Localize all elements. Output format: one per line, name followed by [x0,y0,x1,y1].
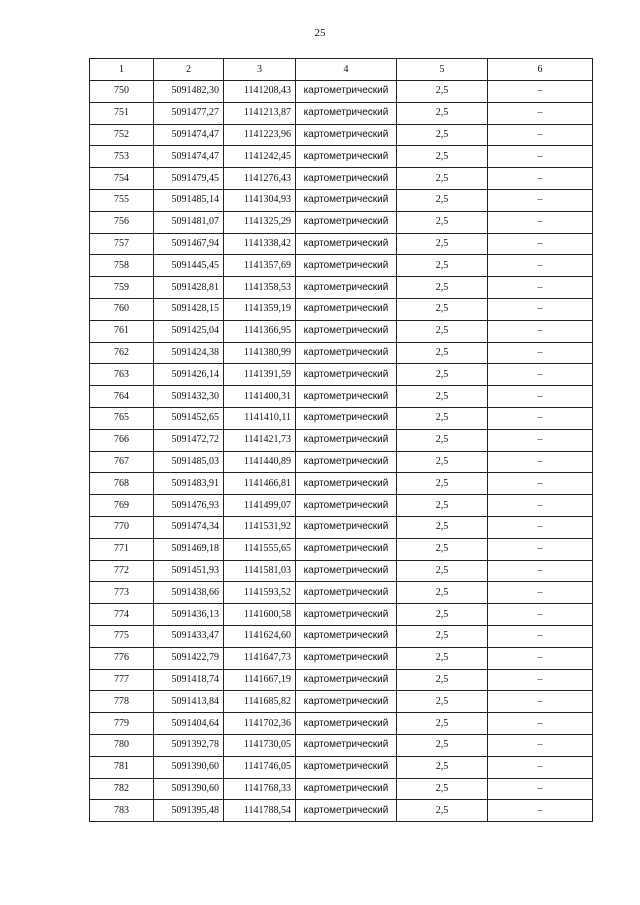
table-row [90,538,593,560]
note-cell: – [488,298,593,320]
table-row [90,364,593,386]
note-cell: – [488,604,593,626]
accuracy-cell: 2,5 [397,516,488,538]
point-number-cell: 769 [90,495,154,517]
point-number-cell: 751 [90,102,154,124]
point-number-cell: 776 [90,647,154,669]
table-header-row [90,59,593,81]
table-row [90,81,593,103]
accuracy-cell: 2,5 [397,386,488,408]
x-coordinate-cell: 5091428,15 [154,298,224,320]
table-row [90,277,593,299]
header-cell: 5 [397,59,488,81]
note-cell: – [488,669,593,691]
point-number-cell: 783 [90,800,154,822]
y-coordinate-cell: 1141325,29 [224,211,296,233]
y-coordinate-cell: 1141531,92 [224,516,296,538]
x-coordinate-cell: 5091479,45 [154,168,224,190]
table-row [90,625,593,647]
method-cell: картометрический [296,734,397,756]
note-cell: – [488,691,593,713]
table-row [90,713,593,735]
method-cell: картометрический [296,168,397,190]
note-cell: – [488,146,593,168]
note-cell: – [488,713,593,735]
x-coordinate-cell: 5091472,72 [154,429,224,451]
method-cell: картометрический [296,800,397,822]
table-row [90,407,593,429]
point-number-cell: 775 [90,625,154,647]
point-number-cell: 757 [90,233,154,255]
method-cell: картометрический [296,647,397,669]
point-number-cell: 760 [90,298,154,320]
accuracy-cell: 2,5 [397,429,488,451]
x-coordinate-cell: 5091390,60 [154,756,224,778]
x-coordinate-cell: 5091474,47 [154,146,224,168]
table-row [90,647,593,669]
x-coordinate-cell: 5091452,65 [154,407,224,429]
x-coordinate-cell: 5091433,47 [154,625,224,647]
table-row [90,189,593,211]
y-coordinate-cell: 1141768,33 [224,778,296,800]
x-coordinate-cell: 5091481,07 [154,211,224,233]
x-coordinate-cell: 5091485,14 [154,189,224,211]
table-row [90,211,593,233]
note-cell: – [488,538,593,560]
point-number-cell: 756 [90,211,154,233]
accuracy-cell: 2,5 [397,364,488,386]
point-number-cell: 773 [90,582,154,604]
note-cell: – [488,364,593,386]
method-cell: картометрический [296,604,397,626]
x-coordinate-cell: 5091428,81 [154,277,224,299]
method-cell: картометрический [296,473,397,495]
y-coordinate-cell: 1141366,95 [224,320,296,342]
x-coordinate-cell: 5091425,04 [154,320,224,342]
method-cell: картометрический [296,298,397,320]
accuracy-cell: 2,5 [397,669,488,691]
point-number-cell: 772 [90,560,154,582]
method-cell: картометрический [296,407,397,429]
x-coordinate-cell: 5091474,47 [154,124,224,146]
y-coordinate-cell: 1141400,31 [224,386,296,408]
method-cell: картометрический [296,233,397,255]
y-coordinate-cell: 1141788,54 [224,800,296,822]
accuracy-cell: 2,5 [397,625,488,647]
point-number-cell: 781 [90,756,154,778]
point-number-cell: 754 [90,168,154,190]
table-row [90,495,593,517]
table-row [90,778,593,800]
note-cell: – [488,429,593,451]
accuracy-cell: 2,5 [397,560,488,582]
accuracy-cell: 2,5 [397,277,488,299]
table-row [90,800,593,822]
note-cell: – [488,647,593,669]
table-row [90,473,593,495]
note-cell: – [488,102,593,124]
y-coordinate-cell: 1141380,99 [224,342,296,364]
x-coordinate-cell: 5091413,84 [154,691,224,713]
y-coordinate-cell: 1141242,45 [224,146,296,168]
table-row [90,560,593,582]
header-cell: 2 [154,59,224,81]
point-number-cell: 766 [90,429,154,451]
table-row [90,168,593,190]
point-number-cell: 778 [90,691,154,713]
point-number-cell: 759 [90,277,154,299]
note-cell: – [488,495,593,517]
method-cell: картометрический [296,669,397,691]
x-coordinate-cell: 5091426,14 [154,364,224,386]
method-cell: картометрический [296,386,397,408]
y-coordinate-cell: 1141276,43 [224,168,296,190]
header-cell: 6 [488,59,593,81]
table-row [90,146,593,168]
note-cell: – [488,516,593,538]
method-cell: картометрический [296,691,397,713]
note-cell: – [488,407,593,429]
note-cell: – [488,81,593,103]
coordinates-table-body [90,59,593,822]
method-cell: картометрический [296,625,397,647]
method-cell: картометрический [296,146,397,168]
note-cell: – [488,211,593,233]
header-cell: 3 [224,59,296,81]
x-coordinate-cell: 5091418,74 [154,669,224,691]
x-coordinate-cell: 5091422,79 [154,647,224,669]
table-row [90,691,593,713]
method-cell: картометрический [296,429,397,451]
y-coordinate-cell: 1141440,89 [224,451,296,473]
accuracy-cell: 2,5 [397,81,488,103]
y-coordinate-cell: 1141647,73 [224,647,296,669]
note-cell: – [488,451,593,473]
table-row [90,342,593,364]
x-coordinate-cell: 5091483,91 [154,473,224,495]
x-coordinate-cell: 5091436,13 [154,604,224,626]
accuracy-cell: 2,5 [397,168,488,190]
method-cell: картометрический [296,277,397,299]
x-coordinate-cell: 5091392,78 [154,734,224,756]
method-cell: картометрический [296,713,397,735]
table-row [90,604,593,626]
note-cell: – [488,342,593,364]
point-number-cell: 755 [90,189,154,211]
table-row [90,320,593,342]
x-coordinate-cell: 5091451,93 [154,560,224,582]
x-coordinate-cell: 5091485,03 [154,451,224,473]
method-cell: картометрический [296,211,397,233]
point-number-cell: 761 [90,320,154,342]
y-coordinate-cell: 1141702,36 [224,713,296,735]
note-cell: – [488,320,593,342]
coordinates-table [89,58,593,822]
point-number-cell: 770 [90,516,154,538]
y-coordinate-cell: 1141338,42 [224,233,296,255]
table-row [90,516,593,538]
accuracy-cell: 2,5 [397,800,488,822]
accuracy-cell: 2,5 [397,582,488,604]
x-coordinate-cell: 5091477,27 [154,102,224,124]
accuracy-cell: 2,5 [397,756,488,778]
accuracy-cell: 2,5 [397,604,488,626]
table-row [90,734,593,756]
y-coordinate-cell: 1141208,43 [224,81,296,103]
accuracy-cell: 2,5 [397,691,488,713]
point-number-cell: 771 [90,538,154,560]
x-coordinate-cell: 5091476,93 [154,495,224,517]
accuracy-cell: 2,5 [397,255,488,277]
method-cell: картометрический [296,364,397,386]
x-coordinate-cell: 5091432,30 [154,386,224,408]
table-row [90,669,593,691]
note-cell: – [488,582,593,604]
method-cell: картометрический [296,756,397,778]
accuracy-cell: 2,5 [397,451,488,473]
y-coordinate-cell: 1141410,11 [224,407,296,429]
table-row [90,451,593,473]
method-cell: картометрический [296,451,397,473]
table-row [90,386,593,408]
note-cell: – [488,800,593,822]
accuracy-cell: 2,5 [397,233,488,255]
point-number-cell: 774 [90,604,154,626]
accuracy-cell: 2,5 [397,342,488,364]
note-cell: – [488,189,593,211]
x-coordinate-cell: 5091467,94 [154,233,224,255]
method-cell: картометрический [296,582,397,604]
point-number-cell: 753 [90,146,154,168]
accuracy-cell: 2,5 [397,407,488,429]
y-coordinate-cell: 1141624,60 [224,625,296,647]
accuracy-cell: 2,5 [397,734,488,756]
method-cell: картометрический [296,255,397,277]
method-cell: картометрический [296,516,397,538]
accuracy-cell: 2,5 [397,189,488,211]
point-number-cell: 765 [90,407,154,429]
note-cell: – [488,473,593,495]
x-coordinate-cell: 5091390,60 [154,778,224,800]
accuracy-cell: 2,5 [397,778,488,800]
method-cell: картометрический [296,495,397,517]
y-coordinate-cell: 1141213,87 [224,102,296,124]
method-cell: картометрический [296,102,397,124]
method-cell: картометрический [296,124,397,146]
y-coordinate-cell: 1141357,69 [224,255,296,277]
x-coordinate-cell: 5091469,18 [154,538,224,560]
note-cell: – [488,756,593,778]
note-cell: – [488,734,593,756]
accuracy-cell: 2,5 [397,320,488,342]
note-cell: – [488,386,593,408]
point-number-cell: 779 [90,713,154,735]
x-coordinate-cell: 5091438,66 [154,582,224,604]
point-number-cell: 782 [90,778,154,800]
accuracy-cell: 2,5 [397,647,488,669]
method-cell: картометрический [296,320,397,342]
note-cell: – [488,277,593,299]
note-cell: – [488,124,593,146]
accuracy-cell: 2,5 [397,495,488,517]
method-cell: картометрический [296,560,397,582]
table-row [90,756,593,778]
y-coordinate-cell: 1141359,19 [224,298,296,320]
accuracy-cell: 2,5 [397,713,488,735]
point-number-cell: 762 [90,342,154,364]
method-cell: картометрический [296,189,397,211]
y-coordinate-cell: 1141391,59 [224,364,296,386]
header-cell: 4 [296,59,397,81]
accuracy-cell: 2,5 [397,124,488,146]
x-coordinate-cell: 5091404,64 [154,713,224,735]
note-cell: – [488,560,593,582]
y-coordinate-cell: 1141667,19 [224,669,296,691]
x-coordinate-cell: 5091395,48 [154,800,224,822]
accuracy-cell: 2,5 [397,102,488,124]
accuracy-cell: 2,5 [397,538,488,560]
point-number-cell: 752 [90,124,154,146]
table-row [90,298,593,320]
table-row [90,102,593,124]
y-coordinate-cell: 1141581,03 [224,560,296,582]
point-number-cell: 763 [90,364,154,386]
y-coordinate-cell: 1141223,96 [224,124,296,146]
point-number-cell: 764 [90,386,154,408]
y-coordinate-cell: 1141593,52 [224,582,296,604]
y-coordinate-cell: 1141421,73 [224,429,296,451]
table-row [90,429,593,451]
y-coordinate-cell: 1141304,93 [224,189,296,211]
y-coordinate-cell: 1141555,65 [224,538,296,560]
x-coordinate-cell: 5091482,30 [154,81,224,103]
y-coordinate-cell: 1141499,07 [224,495,296,517]
point-number-cell: 750 [90,81,154,103]
note-cell: – [488,778,593,800]
accuracy-cell: 2,5 [397,473,488,495]
y-coordinate-cell: 1141466,81 [224,473,296,495]
method-cell: картометрический [296,342,397,364]
accuracy-cell: 2,5 [397,211,488,233]
y-coordinate-cell: 1141685,82 [224,691,296,713]
note-cell: – [488,233,593,255]
point-number-cell: 768 [90,473,154,495]
header-cell: 1 [90,59,154,81]
point-number-cell: 780 [90,734,154,756]
page-number: 25 [314,27,326,39]
method-cell: картометрический [296,538,397,560]
x-coordinate-cell: 5091424,38 [154,342,224,364]
accuracy-cell: 2,5 [397,146,488,168]
note-cell: – [488,255,593,277]
point-number-cell: 758 [90,255,154,277]
table-row [90,124,593,146]
method-cell: картометрический [296,81,397,103]
y-coordinate-cell: 1141746,05 [224,756,296,778]
y-coordinate-cell: 1141730,05 [224,734,296,756]
note-cell: – [488,625,593,647]
point-number-cell: 767 [90,451,154,473]
x-coordinate-cell: 5091445,45 [154,255,224,277]
accuracy-cell: 2,5 [397,298,488,320]
y-coordinate-cell: 1141600,58 [224,604,296,626]
point-number-cell: 777 [90,669,154,691]
table-row [90,255,593,277]
x-coordinate-cell: 5091474,34 [154,516,224,538]
table-row [90,233,593,255]
method-cell: картометрический [296,778,397,800]
y-coordinate-cell: 1141358,53 [224,277,296,299]
note-cell: – [488,168,593,190]
table-row [90,582,593,604]
